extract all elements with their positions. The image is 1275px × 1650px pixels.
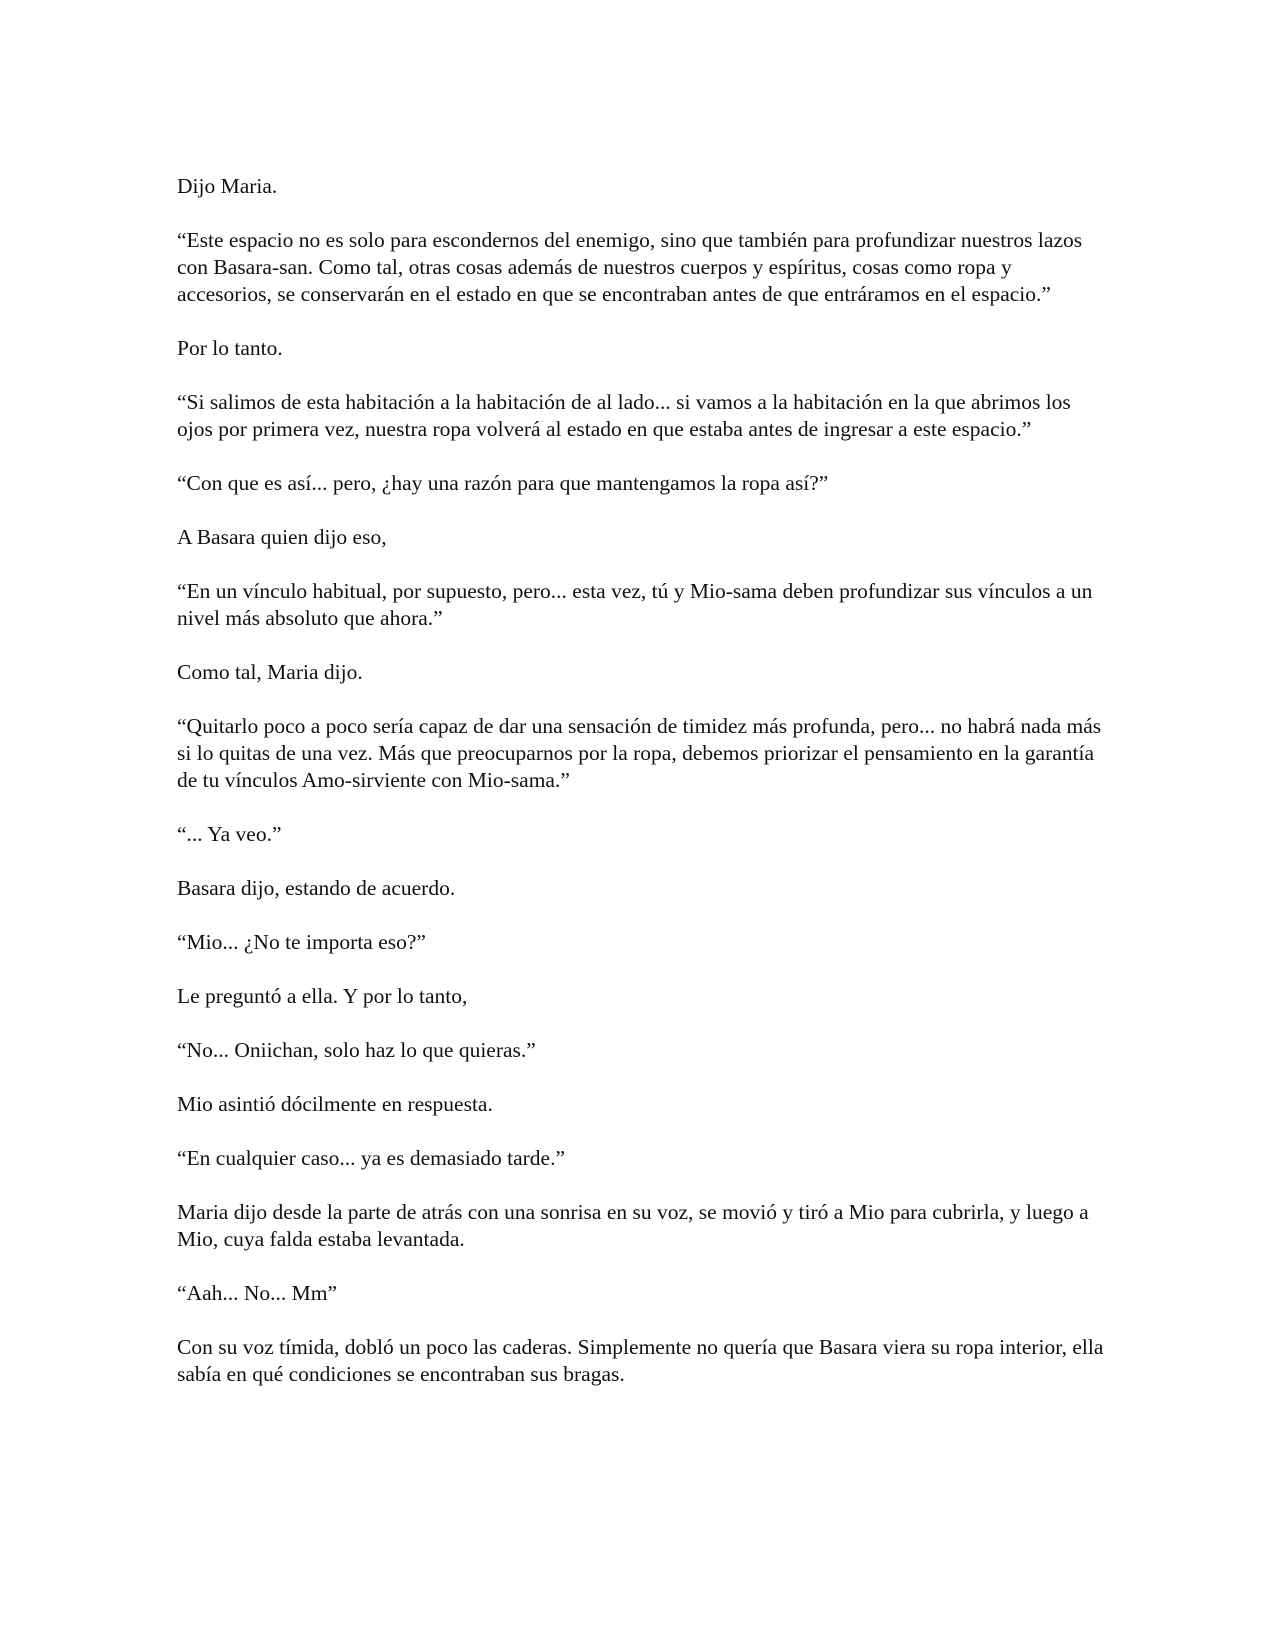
paragraph: “En cualquier caso... ya es demasiado tarde.” [177, 1146, 566, 1170]
paragraph: Le preguntó a ella. Y por lo tanto, [177, 984, 468, 1008]
paragraph: “Mio... ¿No te importa eso?” [177, 930, 426, 954]
paragraph: “No... Oniichan, solo haz lo que quieras.” [177, 1038, 536, 1062]
paragraph: “Aah... No... Mm” [177, 1281, 338, 1305]
paragraph: Basara dijo, estando de acuerdo. [177, 876, 456, 900]
paragraph: “Con que es así... pero, ¿hay una razón para que mantengamos la ropa así?” [177, 471, 829, 495]
paragraph: Maria dijo desde la parte de atrás con una sonrisa en su voz, se movió y tiró a Mio para cubrirla, y luego a Mio, cuya falda estaba levantada. [177, 1200, 1089, 1251]
paragraph: Mio asintió dócilmente en respuesta. [177, 1092, 493, 1116]
paragraph: Con su voz tímida, dobló un poco las caderas. Simplemente no quería que Basara viera su ropa interior, ella sabía en qué condiciones se encontraban sus bragas. [177, 1335, 1104, 1386]
document-body [177, 173, 1107, 1415]
paragraph: A Basara quien dijo eso, [177, 525, 387, 549]
paragraph: “Este espacio no es solo para escondernos del enemigo, sino que también para profundizar nuestros lazos con Basara-san. Como tal, otras cosas además de nuestros cuerpos y espíritus, cosas como ropa y accesorios, se conservarán en el estado en que se encontraban antes de que entráramos en el espacio.” [177, 228, 1083, 306]
paragraph: “Si salimos de esta habitación a la habitación de al lado... si vamos a la habitación en la que abrimos los ojos por primera vez, nuestra ropa volverá al estado en que estaba antes de ingresar a este espacio.” [177, 390, 1071, 441]
paragraph: “Quitarlo poco a poco sería capaz de dar una sensación de timidez más profunda, pero... no habrá nada más si lo quitas de una vez. Más que preocuparnos por la ropa, debemos priorizar el pensamiento en la garantía de tu vínculos Amo-sirviente con Mio-sama.” [177, 714, 1102, 792]
paragraph: Dijo Maria. [177, 174, 278, 198]
paragraph: Como tal, Maria dijo. [177, 660, 363, 684]
paragraph: Por lo tanto. [177, 336, 283, 360]
paragraph: “En un vínculo habitual, por supuesto, pero... esta vez, tú y Mio-sama deben profundizar sus vínculos a un nivel más absoluto que ahora.” [177, 579, 1093, 630]
paragraph: “... Ya veo.” [177, 822, 282, 846]
